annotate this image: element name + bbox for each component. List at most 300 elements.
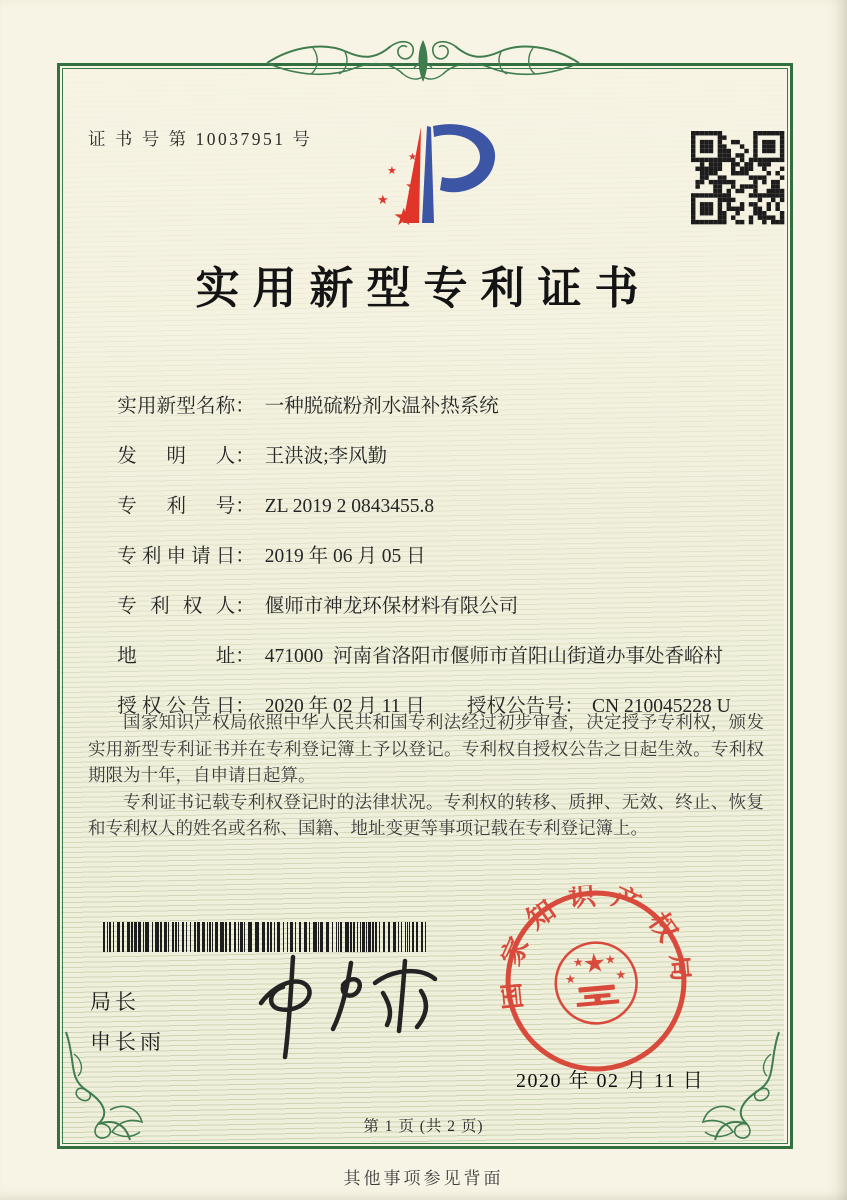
qr-module xyxy=(749,167,753,171)
field-value: 2019 年 06 月 05 日 xyxy=(264,546,426,567)
qr-module xyxy=(691,211,695,215)
field-label: 授权公告日 xyxy=(117,696,236,717)
qr-module xyxy=(718,140,722,144)
officer-title: 局长 xyxy=(90,990,140,1014)
qr-module xyxy=(731,140,735,144)
qr-module xyxy=(700,149,704,153)
qr-module xyxy=(744,171,748,175)
qr-module xyxy=(735,171,739,175)
qr-module xyxy=(691,198,695,202)
qr-module xyxy=(780,193,784,197)
qr-module xyxy=(713,220,717,224)
qr-module xyxy=(713,167,717,171)
barcode-bar xyxy=(113,922,114,952)
logo-blue-stem xyxy=(422,126,434,223)
qr-module xyxy=(713,184,717,188)
qr-module xyxy=(740,158,744,162)
qr-module xyxy=(727,189,731,193)
qr-module xyxy=(731,180,735,184)
barcode-bar xyxy=(152,922,153,952)
qr-module xyxy=(691,131,695,135)
top-flourish-ornament xyxy=(253,32,593,94)
qr-module xyxy=(735,153,739,157)
barcode-bar xyxy=(143,922,144,952)
qr-module xyxy=(780,149,784,153)
qr-module xyxy=(780,167,784,171)
qr-module xyxy=(731,167,735,171)
official-seal xyxy=(492,877,700,1085)
qr-module xyxy=(704,149,708,153)
qr-module xyxy=(722,175,726,179)
qr-module xyxy=(700,175,704,179)
field-label: 实用新型名称 xyxy=(117,396,236,417)
barcode-bar xyxy=(164,922,167,952)
barcode-bar xyxy=(220,922,224,952)
qr-module xyxy=(709,149,713,153)
field-colon: ： xyxy=(235,546,255,567)
qr-module xyxy=(727,202,731,206)
qr-module xyxy=(780,131,784,135)
qr-module xyxy=(691,135,695,139)
qr-module xyxy=(753,193,757,197)
qr-module xyxy=(744,184,748,188)
qr-module xyxy=(722,220,726,224)
qr-module xyxy=(722,198,726,202)
qr-module xyxy=(709,158,713,162)
qr-module xyxy=(749,162,753,166)
qr-module xyxy=(704,167,708,171)
field-value: 2020 年 02 月 11 日 xyxy=(264,696,425,717)
star-icon: ★ xyxy=(405,177,421,197)
qr-module xyxy=(691,202,695,206)
qr-module xyxy=(758,158,762,162)
qr-module xyxy=(740,144,744,148)
qr-module xyxy=(762,215,766,219)
qr-module xyxy=(753,144,757,148)
field-colon: ： xyxy=(235,446,255,467)
qr-module xyxy=(767,140,771,144)
qr-module xyxy=(735,220,739,224)
qr-module xyxy=(718,220,722,224)
signature xyxy=(225,945,455,1065)
barcode-bar xyxy=(212,922,213,952)
qr-module xyxy=(771,131,775,135)
star-icon: ★ xyxy=(393,203,415,231)
officer-name: 申长雨 xyxy=(90,1030,165,1054)
qr-module xyxy=(767,131,771,135)
field-row-patent-number xyxy=(88,468,778,517)
qr-module xyxy=(731,184,735,188)
qr-module xyxy=(704,144,708,148)
page-number: 第 1 页 (共 2 页) xyxy=(363,1118,484,1135)
qr-module xyxy=(771,215,775,219)
field-row-inventor xyxy=(88,418,778,467)
qr-module xyxy=(704,131,708,135)
qr-module xyxy=(780,215,784,219)
qr-module xyxy=(749,220,753,224)
qr-module xyxy=(758,211,762,215)
qr-module xyxy=(709,140,713,144)
field-row-patentee xyxy=(88,568,778,617)
qr-module xyxy=(718,215,722,219)
field-label: 专利权人 xyxy=(117,596,236,617)
field-colon: ： xyxy=(235,696,255,717)
qr-module xyxy=(753,180,757,184)
qr-module xyxy=(767,171,771,175)
qr-module xyxy=(713,193,717,197)
qr-module xyxy=(731,215,735,219)
qr-module xyxy=(762,211,766,215)
barcode-bar xyxy=(186,922,187,952)
qr-module xyxy=(718,189,722,193)
qr-module xyxy=(718,207,722,211)
qr-module xyxy=(753,211,757,215)
qr-module xyxy=(735,140,739,144)
field-value: 偃师市神龙环保材料有限公司 xyxy=(264,596,519,617)
qr-module xyxy=(718,198,722,202)
qr-module xyxy=(740,189,744,193)
qr-module xyxy=(753,131,757,135)
qr-module xyxy=(758,162,762,166)
qr-module xyxy=(780,140,784,144)
qr-module xyxy=(753,202,757,206)
qr-module xyxy=(753,140,757,144)
field-colon: ： xyxy=(235,646,255,667)
qr-module xyxy=(731,198,735,202)
qr-module xyxy=(740,153,744,157)
qr-module xyxy=(700,180,704,184)
field-label: 专利申请日 xyxy=(117,546,236,567)
qr-module xyxy=(709,167,713,171)
qr-module xyxy=(771,158,775,162)
qr-module xyxy=(780,189,784,193)
barcode-bar xyxy=(109,922,111,952)
legal-paragraph: 专利证书记载专利权登记时的法律状况。专利权的转移、质押、无效、终止、恢复和专利权人的姓名或名称、国籍、地址变更等事项记载在专利登记簿上。 xyxy=(88,791,764,838)
qr-module xyxy=(753,149,757,153)
barcode-bar xyxy=(122,922,124,952)
qr-module xyxy=(709,193,713,197)
qr-module xyxy=(771,144,775,148)
qr-module xyxy=(775,207,779,211)
barcode-bar xyxy=(175,922,177,952)
qr-module xyxy=(722,149,726,153)
barcode-bar xyxy=(172,922,174,952)
qr-module xyxy=(767,207,771,211)
qr-module xyxy=(709,211,713,215)
qr-module xyxy=(700,171,704,175)
qr-module xyxy=(722,211,726,215)
qr-module xyxy=(713,158,717,162)
qr-module xyxy=(691,220,695,224)
star-icon: ★ xyxy=(581,948,608,980)
qr-module xyxy=(749,193,753,197)
qr-module xyxy=(695,167,699,171)
qr-module xyxy=(727,198,731,202)
qr-module xyxy=(758,198,762,202)
qr-module xyxy=(718,175,722,179)
qr-module xyxy=(744,167,748,171)
qr-module xyxy=(709,162,713,166)
qr-module xyxy=(775,171,779,175)
qr-module xyxy=(753,207,757,211)
barcode-bar xyxy=(194,922,196,952)
qr-module xyxy=(758,207,762,211)
qr-module xyxy=(722,153,726,157)
qr-module xyxy=(691,193,695,197)
qr-module xyxy=(762,149,766,153)
qr-module xyxy=(758,193,762,197)
qr-module xyxy=(709,144,713,148)
qr-module xyxy=(762,220,766,224)
qr-module xyxy=(700,131,704,135)
qr-module xyxy=(704,211,708,215)
barcode-bar xyxy=(131,922,133,952)
qr-module xyxy=(740,171,744,175)
qr-module xyxy=(780,211,784,215)
qr-module xyxy=(695,220,699,224)
qr-module xyxy=(700,140,704,144)
qr-module xyxy=(700,207,704,211)
qr-module xyxy=(749,202,753,206)
star-icon: ★ xyxy=(604,952,617,967)
qr-module xyxy=(700,211,704,215)
qr-module xyxy=(771,149,775,153)
qr-module xyxy=(718,193,722,197)
qr-module xyxy=(718,135,722,139)
qr-module xyxy=(704,207,708,211)
qr-module xyxy=(771,220,775,224)
star-icon: ★ xyxy=(387,164,397,177)
seal-date: 2020 年 02 月 11 日 xyxy=(516,1070,705,1092)
seal-text: 国家知识产权局 xyxy=(493,879,699,1012)
qr-module xyxy=(775,193,779,197)
qr-module xyxy=(691,144,695,148)
emblem-gate-roof xyxy=(578,984,615,992)
qr-module xyxy=(718,158,722,162)
legal-paragraph: 国家知识产权局依照中华人民共和国专利法经过初步审查，决定授予专利权，颁发实用新型专利证书并在专利登记簿上予以登记。专利权自授权公告之日起生效。专利权期限为十年，自申请日起算。 xyxy=(88,712,764,785)
qr-module xyxy=(691,140,695,144)
barcode-bar xyxy=(207,922,208,952)
field-label: 授权公告号 xyxy=(467,696,565,717)
qr-module xyxy=(722,158,726,162)
qr-module xyxy=(775,180,779,184)
qr-module xyxy=(718,167,722,171)
qr-module xyxy=(749,175,753,179)
barcode-bar xyxy=(215,922,218,952)
qr-module xyxy=(780,198,784,202)
qr-module xyxy=(695,131,699,135)
certificate-number: 证 书 号 第 10037951 号 xyxy=(88,129,313,149)
qr-module xyxy=(740,167,744,171)
qr-module xyxy=(771,189,775,193)
barcode-bar xyxy=(138,922,141,952)
star-icon: ★ xyxy=(377,193,389,208)
qr-module xyxy=(749,158,753,162)
field-label: 专利号 xyxy=(117,496,236,517)
barcode-bar xyxy=(202,922,205,952)
qr-module xyxy=(718,162,722,166)
field-colon: ： xyxy=(235,496,255,517)
qr-module xyxy=(713,189,717,193)
qr-module xyxy=(695,158,699,162)
qr-module xyxy=(762,167,766,171)
qr-module xyxy=(762,158,766,162)
qr-module xyxy=(718,202,722,206)
field-colon: ： xyxy=(235,596,255,617)
qr-module xyxy=(762,193,766,197)
qr-module xyxy=(727,158,731,162)
qr-module xyxy=(775,202,779,206)
qr-module xyxy=(700,158,704,162)
qr-module xyxy=(704,202,708,206)
qr-module xyxy=(691,158,695,162)
qr-module xyxy=(749,184,753,188)
qr-module xyxy=(722,193,726,197)
barcode-bar xyxy=(134,922,137,952)
national-emblem xyxy=(552,939,640,1027)
qr-module xyxy=(718,149,722,153)
qr-module xyxy=(700,162,704,166)
qr-module xyxy=(749,215,753,219)
field-value: CN 210045228 U xyxy=(592,696,731,717)
qr-module xyxy=(700,167,704,171)
qr-module xyxy=(762,162,766,166)
qr-module xyxy=(704,171,708,175)
qr-module xyxy=(771,180,775,184)
qr-module xyxy=(780,135,784,139)
qr-module xyxy=(709,131,713,135)
barcode-bar xyxy=(103,922,105,952)
qr-module xyxy=(704,140,708,144)
logo-blue-bowl xyxy=(433,124,495,192)
qr-module xyxy=(709,207,713,211)
star-icon: ★ xyxy=(572,954,585,970)
qr-module xyxy=(771,198,775,202)
qr-module xyxy=(731,162,735,166)
field-label: 发明人 xyxy=(117,446,236,467)
qr-module xyxy=(735,189,739,193)
qr-module xyxy=(753,135,757,139)
qr-module xyxy=(753,184,757,188)
qr-module xyxy=(740,220,744,224)
qr-module xyxy=(744,162,748,166)
qr-module xyxy=(700,220,704,224)
qr-module xyxy=(735,211,739,215)
barcode-bar xyxy=(209,922,211,952)
qr-module xyxy=(744,149,748,153)
field-value: ZL 2019 2 0843455.8 xyxy=(264,496,435,517)
field-value: 一种脱硫粉剂水温补热系统 xyxy=(264,396,499,417)
qr-module xyxy=(709,202,713,206)
barcode-bar xyxy=(160,922,162,952)
qr-module xyxy=(753,189,757,193)
qr-module xyxy=(727,207,731,211)
qr-module xyxy=(695,184,699,188)
star-icon: ★ xyxy=(614,967,627,983)
field-row-filing-date xyxy=(88,518,778,567)
qr-module xyxy=(718,180,722,184)
qr-module xyxy=(762,180,766,184)
qr-module xyxy=(731,158,735,162)
certificate-title: 实用新型专利证书 xyxy=(195,264,652,313)
qr-module xyxy=(718,211,722,215)
star-icon: ★ xyxy=(564,971,577,987)
qr-module xyxy=(704,175,708,179)
qr-module xyxy=(718,144,722,148)
qr-module xyxy=(740,202,744,206)
qr-module xyxy=(695,193,699,197)
qr-module xyxy=(775,189,779,193)
qr-module xyxy=(780,220,784,224)
qr-module xyxy=(727,180,731,184)
legal-text xyxy=(88,709,764,842)
qr-module xyxy=(740,207,744,211)
qr-module xyxy=(727,153,731,157)
qr-module xyxy=(775,220,779,224)
qr-module xyxy=(767,144,771,148)
qr-module xyxy=(771,140,775,144)
cnipa-logo xyxy=(353,110,503,240)
qr-module xyxy=(731,171,735,175)
qr-module xyxy=(767,202,771,206)
qr-module xyxy=(722,180,726,184)
qr-module xyxy=(775,158,779,162)
qr-module xyxy=(771,193,775,197)
qr-module xyxy=(700,202,704,206)
qr-module xyxy=(709,180,713,184)
qr-module xyxy=(704,193,708,197)
barcode-bar xyxy=(197,922,200,952)
field-row-name xyxy=(88,368,778,417)
qr-module xyxy=(735,207,739,211)
qr-module xyxy=(713,171,717,175)
qr-module xyxy=(718,131,722,135)
qr-module xyxy=(713,180,717,184)
barcode-bar xyxy=(155,922,159,952)
field-value: 王洪波;李风勤 xyxy=(264,446,388,467)
qr-module xyxy=(767,215,771,219)
qr-module xyxy=(767,162,771,166)
qr-module xyxy=(700,193,704,197)
qr-module xyxy=(731,207,735,211)
barcode-bar xyxy=(127,922,130,952)
qr-module xyxy=(727,149,731,153)
barcode-bar xyxy=(168,922,169,952)
qr-module xyxy=(713,131,717,135)
back-side-note: 其他事项参见背面 xyxy=(343,1169,504,1188)
qr-module xyxy=(722,135,726,139)
star-icon: ★ xyxy=(408,152,417,163)
qr-module xyxy=(704,220,708,224)
qr-module xyxy=(767,158,771,162)
qr-module xyxy=(691,215,695,219)
qr-module xyxy=(704,158,708,162)
qr-module xyxy=(718,153,722,157)
qr-module xyxy=(767,193,771,197)
qr-module xyxy=(695,180,699,184)
qr-code xyxy=(688,128,788,228)
field-label: 地址 xyxy=(117,646,236,667)
barcode-bar xyxy=(107,922,108,952)
qr-module xyxy=(718,184,722,188)
qr-module xyxy=(709,220,713,224)
field-row-grant xyxy=(88,668,778,717)
qr-module xyxy=(762,175,766,179)
qr-module xyxy=(700,144,704,148)
qr-module xyxy=(727,193,731,197)
qr-module xyxy=(780,158,784,162)
qr-module xyxy=(767,149,771,153)
